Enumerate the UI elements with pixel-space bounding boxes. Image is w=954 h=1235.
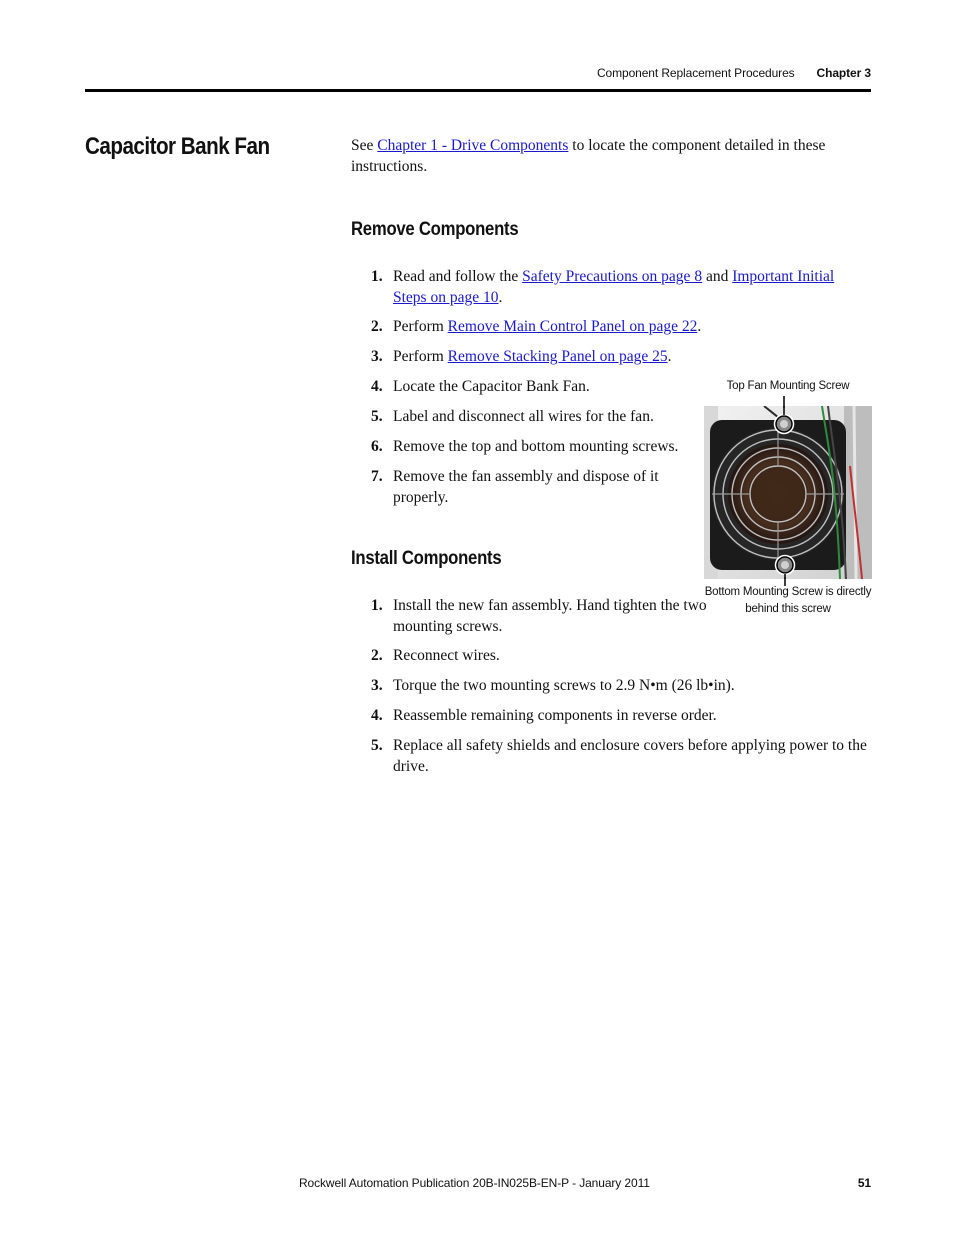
remove-main-control-panel-link[interactable]: Remove Main Control Panel on page 22 [447, 318, 698, 335]
list-item: 7. Remove the fan assembly and dispose of it properly. [371, 468, 659, 506]
header-rule [85, 89, 871, 92]
fan-figure [704, 378, 872, 618]
safety-precautions-link[interactable]: Safety Precautions on page 8 [522, 268, 703, 285]
list-item: 4. Locate the Capacitor Bank Fan. [371, 378, 590, 395]
header-section: Component Replacement Procedures [596, 66, 795, 80]
callout-leader-lines [704, 378, 872, 618]
header-chapter: Chapter 3 [816, 66, 871, 80]
bottom-screw-callout: Bottom Mounting Screw is directly behind this screw [704, 586, 872, 615]
list-item: 3. Perform Remove Stacking Panel on page 25. [371, 348, 672, 365]
list-item: 4. Reassemble remaining components in reverse order. [371, 707, 717, 724]
list-item: 6. Remove the top and bottom mounting screws. [371, 438, 679, 455]
page-number: 51 [857, 1176, 871, 1190]
list-item: 2. Reconnect wires. [371, 647, 500, 664]
top-screw-callout: Top Fan Mounting Screw [726, 380, 850, 392]
remove-components-heading: Remove Components [351, 219, 519, 240]
list-item: 3. Torque the two mounting screws to 2.9 N•m (26 lb•in). [371, 677, 735, 694]
important-initial-steps-link[interactable]: Important Initial Steps on page 10 [393, 268, 835, 306]
chapter-1-link[interactable]: Chapter 1 - Drive Components [377, 137, 569, 154]
install-components-heading: Install Components [351, 548, 502, 569]
list-item: 5. Label and disconnect all wires for the fan. [371, 408, 654, 425]
list-item: 1. Install the new fan assembly. Hand tighten the two mounting screws. [371, 597, 707, 635]
list-item: 1. Read and follow the Safety Precautions on page 8 and Important Initial Steps on page 10. [371, 268, 835, 306]
remove-stacking-panel-link[interactable]: Remove Stacking Panel on page 25 [447, 348, 668, 365]
list-item: 2. Perform Remove Main Control Panel on page 22. [371, 318, 702, 335]
list-item: 5. Replace all safety shields and enclosure covers before applying power to the drive. [371, 737, 867, 775]
install-steps-list [351, 595, 876, 777]
intro-paragraph: See Chapter 1 - Drive Components to locate the component detailed in these instructions. [351, 137, 826, 175]
page-title: Capacitor Bank Fan [85, 133, 270, 160]
footer-publication: Rockwell Automation Publication 20B-IN025B-EN-P - January 2011 [298, 1176, 650, 1190]
running-header [597, 66, 871, 80]
page-footer [299, 1176, 871, 1190]
